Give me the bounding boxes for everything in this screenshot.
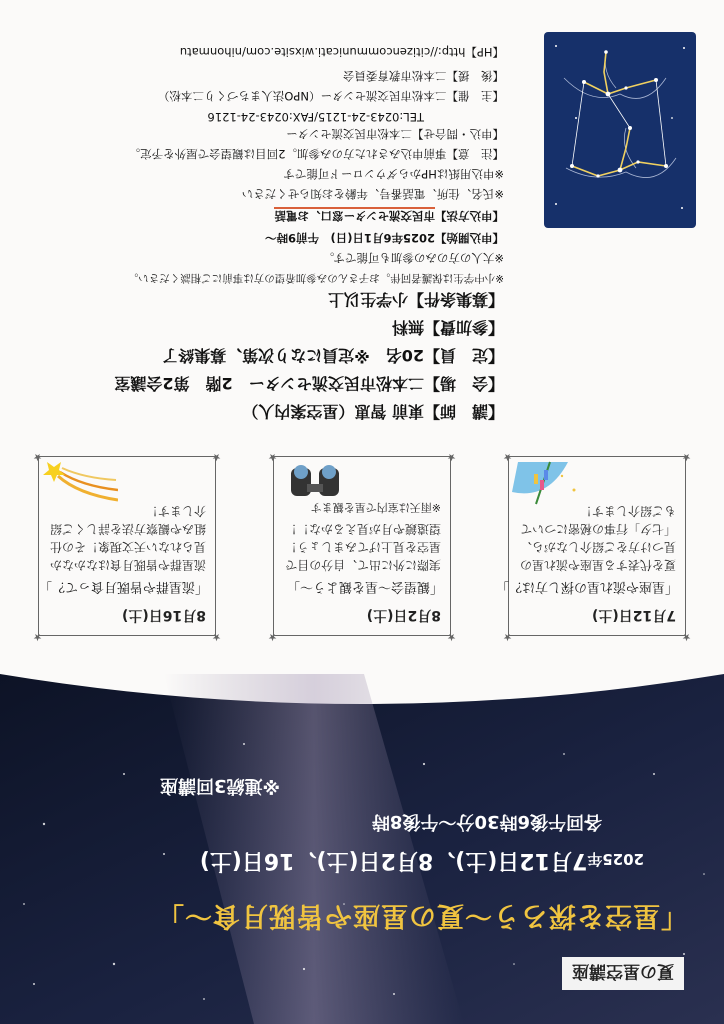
- session-date: 8月16日(土): [121, 607, 206, 623]
- session-description: 流星群や皆既月食はなかなか見られない天文現象！その仕組みや観察方法を詳しくご紹介します！: [49, 504, 206, 572]
- session-title: 「観望会～星を観よう～」: [286, 579, 443, 594]
- session-title: 「流星群や皆既月食って？」: [38, 579, 208, 594]
- application-start: 【申込開始】2025年6月1日(日) 午前9時～: [264, 231, 504, 245]
- constellation-illustration: [544, 32, 696, 228]
- supporter-line: 【後 援】二本松市教育委員会: [343, 69, 504, 83]
- application-method-label: 【申込方法】: [435, 209, 504, 223]
- caution-line: 【注 意】事前申込みされた方のみ参加。2回目は観望会で屋外を予定。: [128, 147, 504, 161]
- session-card-1: ★ ★ ★ ★ 7月12日(土) 「星座や流れ星の探し方は？」 夏を代表する星座や流れ星の見つけ方をご紹介しながら、「七夕」行事の秘密についてもご紹介します！: [495, 451, 691, 642]
- cygnus-constellation-icon: [544, 32, 696, 228]
- hero-banner: [0, 664, 724, 1024]
- application-method-value: 市民交流センター窓口、お電話: [274, 209, 435, 223]
- fee-line: 【参加費】無料: [391, 318, 504, 337]
- requirement-note: ※小中学生は保護者同伴。お子さんのみ参加希望の方は事前にご相談ください。: [127, 272, 504, 284]
- session-description: 実際に外に出て、自分の目で星空を見上げてみましょう！望遠鏡や月が見えるかな！！: [284, 522, 441, 572]
- contact-tel-fax: TEL:0243-24-1215/FAX:0243-24-1216: [207, 110, 424, 124]
- event-time: 各回午後6時30分～午後8時: [371, 811, 602, 832]
- capacity-line: 【定 員】20名 ※定員になり次第、募集終了: [162, 346, 504, 365]
- session-title: 「星座や流れ星の探し方は？」: [495, 579, 678, 594]
- method-note-info: ※氏名、住所、電話番号、年齢をお知らせください: [241, 187, 504, 201]
- method-note-download: ※申込用紙はHPからダウンロード可能です: [283, 167, 504, 181]
- session-rain-note: ※雨天は室内で星を観ます: [310, 501, 441, 514]
- session-date: 8月2日(土): [366, 607, 441, 623]
- page-title: 「星空を探ろう～夏の星座や皆既月食～」: [156, 900, 688, 931]
- series-note: ※連続3回講座: [159, 775, 280, 796]
- contact-line: 【申込・問合せ】二本松市民交流センター: [285, 127, 504, 141]
- shooting-star-icon: [40, 460, 118, 510]
- event-dates: [200, 847, 644, 878]
- tanabata-illustration-icon: [510, 460, 588, 510]
- event-dates-text: 7月12日(土)、8月2日(土)、16日(土): [199, 848, 588, 873]
- session-card-2: ★ ★ ★ ★ 8月2日(土) 「観望会～星を観よう～」 実際に外に出て、自分の目で星空を見上げてみましょう！望遠鏡や月が見えるかな！！ ※雨天は室内で星を観ます: [268, 451, 456, 642]
- binoculars-icon: [275, 460, 353, 510]
- organizer-line: 【主 催】二本松市民交流センター（NPO法人まちづくり二本松）: [157, 89, 504, 103]
- requirement-note-adults: ※大人の方のみの参加も可能です。: [322, 251, 504, 265]
- venue-line: 【会 場】二本松市民交流センター 2階 第2会議室: [114, 374, 504, 393]
- requirement-line: 【募集条件】小学生以上: [327, 290, 504, 309]
- lecturer-line: 【講 師】東前 智恵（星空案内人）: [242, 402, 504, 421]
- homepage-link[interactable]: 【HP】http://citizencommunicati.wixsite.com/nihonmatu: [179, 45, 504, 59]
- application-method: [274, 208, 504, 224]
- event-year: 2025年: [587, 850, 644, 868]
- session-date: 7月12日(土): [591, 607, 676, 623]
- session-card-3: ★ ★ ★ ★ 8月16日(土) 「流星群や皆既月食って？」 流星群や皆既月食はなかなか見られない天文現象！その仕組みや観察方法を詳しくご紹介します！: [33, 451, 221, 642]
- session-description: 夏を代表する星座や流れ星の見つけ方をご紹介しながら、「七夕」行事の秘密についてもご紹介します！: [519, 504, 676, 572]
- eyebrow-label: 夏の星空講座: [562, 957, 684, 990]
